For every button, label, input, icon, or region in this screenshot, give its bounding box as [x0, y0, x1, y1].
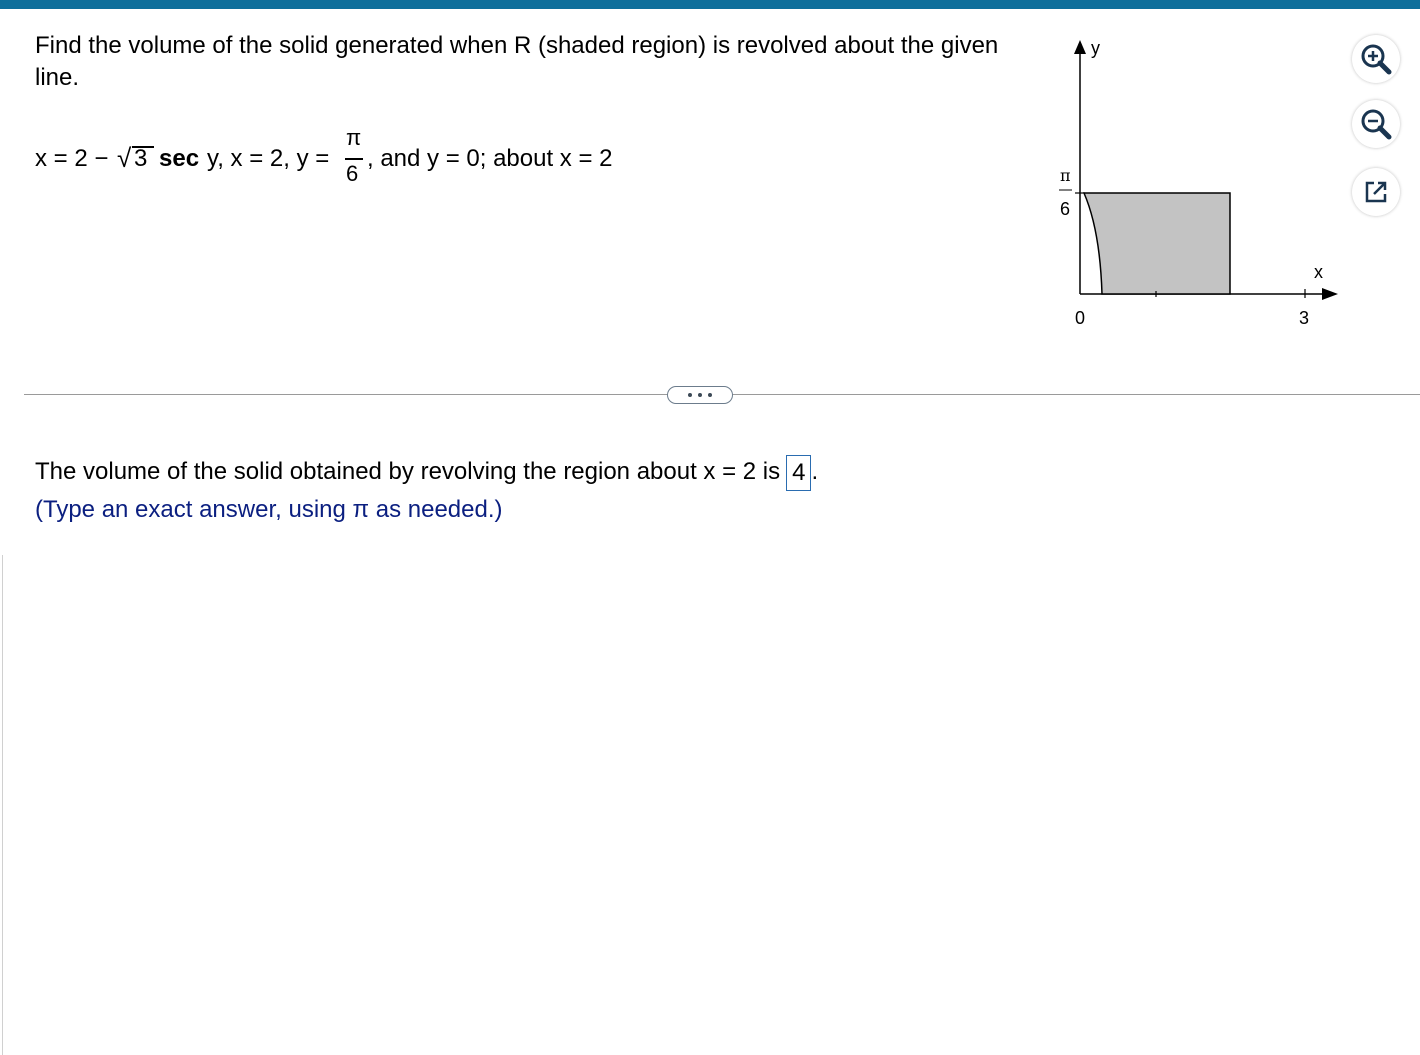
fraction-denominator: 6	[346, 161, 359, 186]
open-external-icon	[1352, 168, 1400, 216]
answer-prefix: The volume of the solid obtained by revolving the region about x = 2 is	[35, 458, 781, 485]
x-tick-label-3: 3	[1299, 308, 1310, 328]
shaded-region	[1084, 193, 1230, 294]
open-in-new-window-button[interactable]	[1352, 168, 1400, 216]
answer-suffix: .	[811, 458, 819, 485]
answer-sentence	[35, 452, 818, 492]
y-axis-label: y	[1091, 38, 1100, 58]
sqrt-symbol: √	[117, 143, 132, 173]
sec-function: sec	[159, 145, 200, 172]
y-tick-label-numerator: π	[1060, 166, 1071, 185]
zoom-out-button[interactable]	[1352, 100, 1400, 148]
region-graph	[1030, 30, 1350, 340]
fraction-numerator: π	[346, 125, 362, 150]
answer-hint: (Type an exact answer, using π as needed.)	[35, 496, 503, 523]
equation-part-3: , and y = 0; about x = 2	[367, 145, 613, 172]
sqrt-radicand: 3	[134, 145, 148, 172]
left-border-line	[2, 555, 3, 1055]
y-tick-label-denominator: 6	[1060, 199, 1071, 219]
fraction-bar	[345, 158, 363, 160]
top-accent-bar	[0, 0, 1420, 9]
x-axis-label: x	[1314, 262, 1323, 282]
origin-label: 0	[1075, 308, 1086, 328]
ellipsis-dot-icon	[708, 393, 712, 397]
more-options-button[interactable]	[667, 386, 733, 404]
answer-input[interactable]: 4	[786, 455, 811, 491]
x-axis-arrow	[1322, 288, 1338, 300]
zoom-in-icon	[1352, 35, 1400, 83]
zoom-in-button[interactable]	[1352, 35, 1400, 83]
equation-part-2: y, x = 2, y =	[207, 145, 330, 172]
zoom-out-icon	[1352, 100, 1400, 148]
question-text: Find the volume of the solid generated when R (shaded region) is revolved about the given line.	[35, 32, 999, 91]
equation-part-1: x = 2 −	[35, 145, 109, 172]
y-axis-arrow	[1074, 40, 1086, 54]
ellipsis-dot-icon	[698, 393, 702, 397]
ellipsis-dot-icon	[688, 393, 692, 397]
